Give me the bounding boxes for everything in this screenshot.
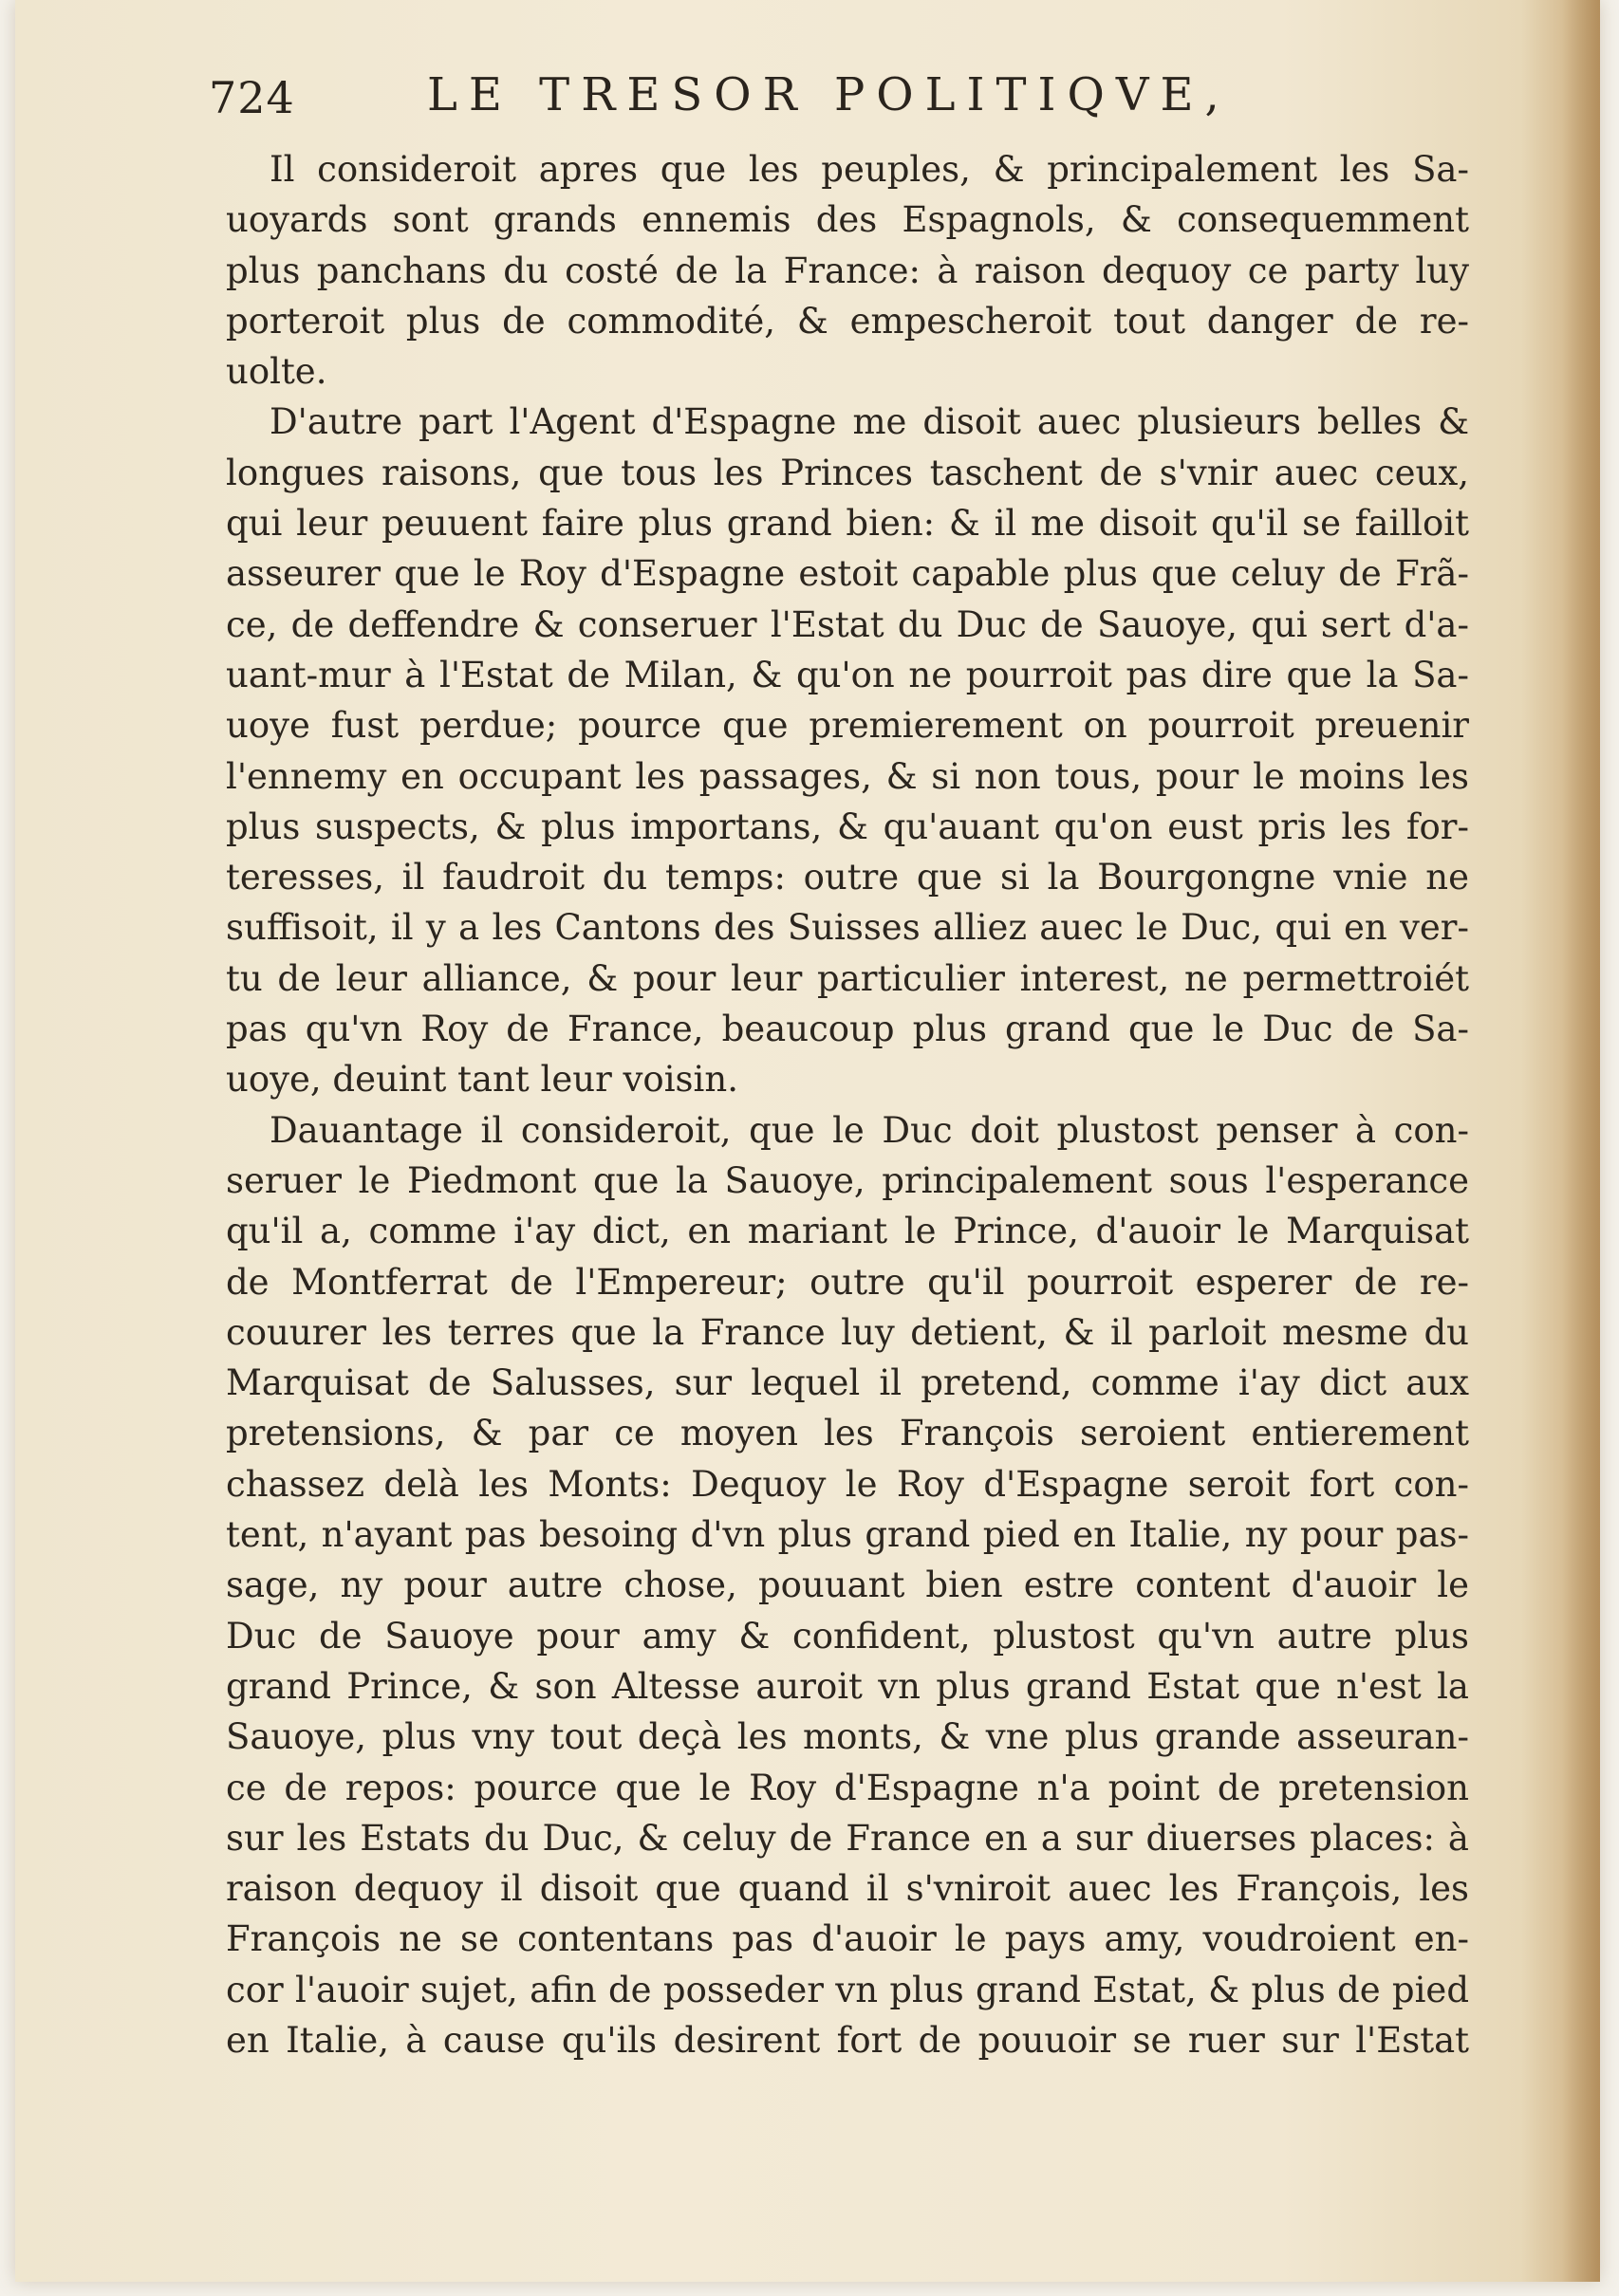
text-line: sur les Estats du Duc, & celuy de France en a sur diuerses places: à — [226, 1817, 1469, 1859]
text-line: qui leur peuuent faire plus grand bien: & il me disoit qu'il se failloit — [226, 503, 1469, 545]
text-line: uoye, deuint tant leur voisin. — [226, 1059, 738, 1101]
text-line: Marquisat de Salusses, sur lequel il pretend, comme i'ay dict aux — [226, 1362, 1469, 1404]
text-line: teresses, il faudroit du temps: outre que si la Bourgongne vnie ne — [226, 857, 1469, 898]
book-page — [15, 0, 1600, 2282]
text-line: couurer les terres que la France luy detient, & il parloit mesme du — [226, 1311, 1469, 1353]
text-line: uolte. — [226, 351, 327, 393]
text-line: suffisoit, il y a les Cantons des Suisses alliez auec le Duc, qui en ver- — [226, 907, 1469, 949]
text-line: pretensions, & par ce moyen les François seroient entierement — [226, 1413, 1469, 1454]
text-line: D'autre part l'Agent d'Espagne me disoit auec plusieurs belles & — [270, 401, 1469, 443]
running-title: LE TRESOR POLITIQVE, — [427, 68, 1231, 121]
text-line: tu de leur alliance, & pour leur particulier interest, ne permettroiét — [226, 957, 1469, 999]
text-line: qu'il a, comme i'ay dict, en mariant le Prince, d'auoir le Marquisat — [226, 1211, 1469, 1252]
text-line: l'ennemy en occupant les passages, & si non tous, pour le moins les — [226, 755, 1469, 797]
page-number: 724 — [209, 72, 295, 123]
text-line: de Montferrat de l'Empereur; outre qu'il pourroit esperer de re- — [226, 1261, 1469, 1303]
text-line: uoyards sont grands ennemis des Espagnols, & consequemment — [226, 199, 1469, 241]
text-line: cor l'auoir sujet, afin de posseder vn plus grand Estat, & plus de pied — [226, 1969, 1469, 2010]
text-line: Il consideroit apres que les peuples, & principalement les Sa- — [270, 149, 1469, 190]
text-line: François ne se contentans pas d'auoir le pays amy, voudroient en- — [226, 1918, 1469, 1960]
body-text — [226, 144, 1469, 2065]
text-line: plus suspects, & plus importans, & qu'auant qu'on eust pris les for- — [226, 805, 1469, 847]
text-line: asseurer que le Roy d'Espagne estoit capable plus que celuy de Frã- — [226, 553, 1469, 595]
text-line: Dauantage il consideroit, que le Duc doit plustost penser à con- — [270, 1109, 1469, 1151]
text-line: ce, de deffendre & conseruer l'Estat du Duc de Sauoye, qui sert d'a- — [226, 603, 1469, 645]
text-line: chassez delà les Monts: Dequoy le Roy d'Espagne seroit fort con- — [226, 1463, 1469, 1505]
text-line: Sauoye, plus vny tout deçà les monts, & vne plus grande asseuran- — [226, 1716, 1469, 1758]
text-line: porteroit plus de commodité, & empescheroit tout danger de re- — [226, 300, 1469, 342]
text-line: Duc de Sauoye pour amy & confident, plustost qu'vn autre plus — [226, 1615, 1469, 1657]
text-line: longues raisons, que tous les Princes taschent de s'vnir auec ceux, — [226, 452, 1469, 493]
text-line: tent, n'ayant pas besoing d'vn plus grand pied en Italie, ny pour pas- — [226, 1514, 1469, 1556]
text-line: ce de repos: pource que le Roy d'Espagne n'a point de pretension — [226, 1767, 1469, 1808]
text-line: seruer le Piedmont que la Sauoye, principalement sous l'esperance — [226, 1159, 1469, 1201]
text-line: uoye fust perdue; pource que premierement on pourroit preuenir — [226, 705, 1469, 747]
text-line: sage, ny pour autre chose, pouuant bien estre content d'auoir le — [226, 1565, 1469, 1606]
text-line: plus panchans du costé de la France: à raison dequoy ce party luy — [226, 250, 1469, 291]
text-line: raison dequoy il disoit que quand il s'vniroit auec les François, les — [226, 1868, 1469, 1910]
text-line: en Italie, à cause qu'ils desirent fort de pouuoir se ruer sur l'Estat — [226, 2019, 1469, 2061]
page-header — [209, 68, 1433, 125]
text-line: pas qu'vn Roy de France, beaucoup plus grand que le Duc de Sa- — [226, 1009, 1469, 1050]
text-line: grand Prince, & son Altesse auroit vn plus grand Estat que n'est la — [226, 1665, 1469, 1707]
text-line: uant-mur à l'Estat de Milan, & qu'on ne pourroit pas dire que la Sa- — [226, 654, 1469, 695]
